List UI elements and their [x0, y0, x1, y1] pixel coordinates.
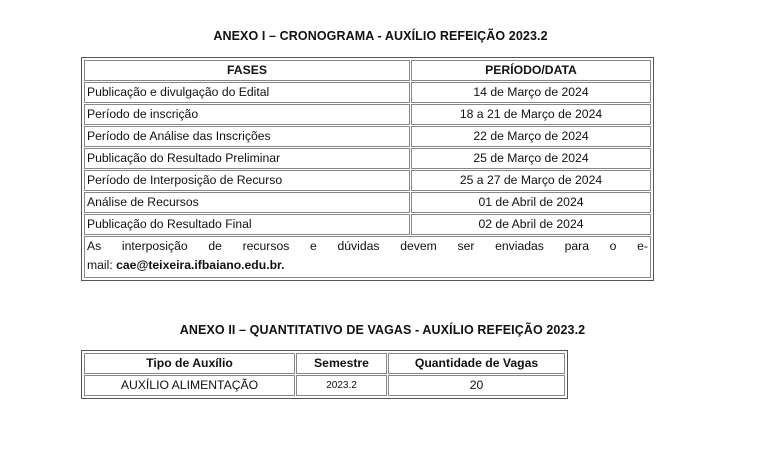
fase-cell: Período de Interposição de Recurso: [84, 170, 410, 191]
vacancies-header-row: [84, 353, 565, 374]
schedule-table: [81, 57, 654, 281]
schedule-header-row: [84, 60, 651, 81]
header-periodo: PERÍODO/DATA: [411, 60, 651, 81]
vacancies-table: [81, 350, 568, 399]
fase-cell: Publicação e divulgação do Edital: [84, 82, 410, 103]
table-row: [84, 126, 651, 147]
header-tipo: Tipo de Auxílio: [84, 353, 295, 374]
data-cell: 22 de Março de 2024: [411, 126, 651, 147]
header-quantidade: Quantidade de Vagas: [388, 353, 565, 374]
note-prefix: mail:: [87, 258, 117, 272]
table-row: [84, 192, 651, 213]
data-cell: 02 de Abril de 2024: [411, 214, 651, 235]
data-cell: 14 de Março de 2024: [411, 82, 651, 103]
data-cell: 25 a 27 de Março de 2024: [411, 170, 651, 191]
fase-cell: Análise de Recursos: [84, 192, 410, 213]
annex2-title: ANEXO II – QUANTITATIVO DE VAGAS - AUXÍLIO REFEIÇÃO 2023.2: [179, 323, 586, 337]
fase-cell: Publicação do Resultado Final: [84, 214, 410, 235]
semestre-cell: 2023.2: [296, 375, 387, 396]
note-text: As interposição de recursos e dúvidas devem ser enviadas para o e-: [87, 239, 648, 253]
data-cell: 25 de Março de 2024: [411, 148, 651, 169]
fase-cell: Publicação do Resultado Preliminar: [84, 148, 410, 169]
tipo-cell: AUXÍLIO ALIMENTAÇÃO: [84, 375, 295, 396]
note-row: [84, 236, 651, 278]
table-row: [84, 148, 651, 169]
data-cell: 18 a 21 de Março de 2024: [411, 104, 651, 125]
note-email-line: [87, 256, 648, 275]
table-row: [84, 375, 565, 396]
table-row: [84, 104, 651, 125]
note-cell: [84, 236, 651, 278]
header-semestre: Semestre: [296, 353, 387, 374]
table-row: [84, 82, 651, 103]
table-row: [84, 214, 651, 235]
table-row: [84, 170, 651, 191]
annex1-title: ANEXO I – CRONOGRAMA - AUXÍLIO REFEIÇÃO 2023.2: [213, 29, 548, 43]
fase-cell: Período de Análise das Inscrições: [84, 126, 410, 147]
fase-cell: Período de inscrição: [84, 104, 410, 125]
contact-email[interactable]: cae@teixeira.ifbaiano.edu.br.: [116, 258, 285, 272]
header-fases: FASES: [84, 60, 410, 81]
quantidade-cell: 20: [388, 375, 565, 396]
data-cell: 01 de Abril de 2024: [411, 192, 651, 213]
